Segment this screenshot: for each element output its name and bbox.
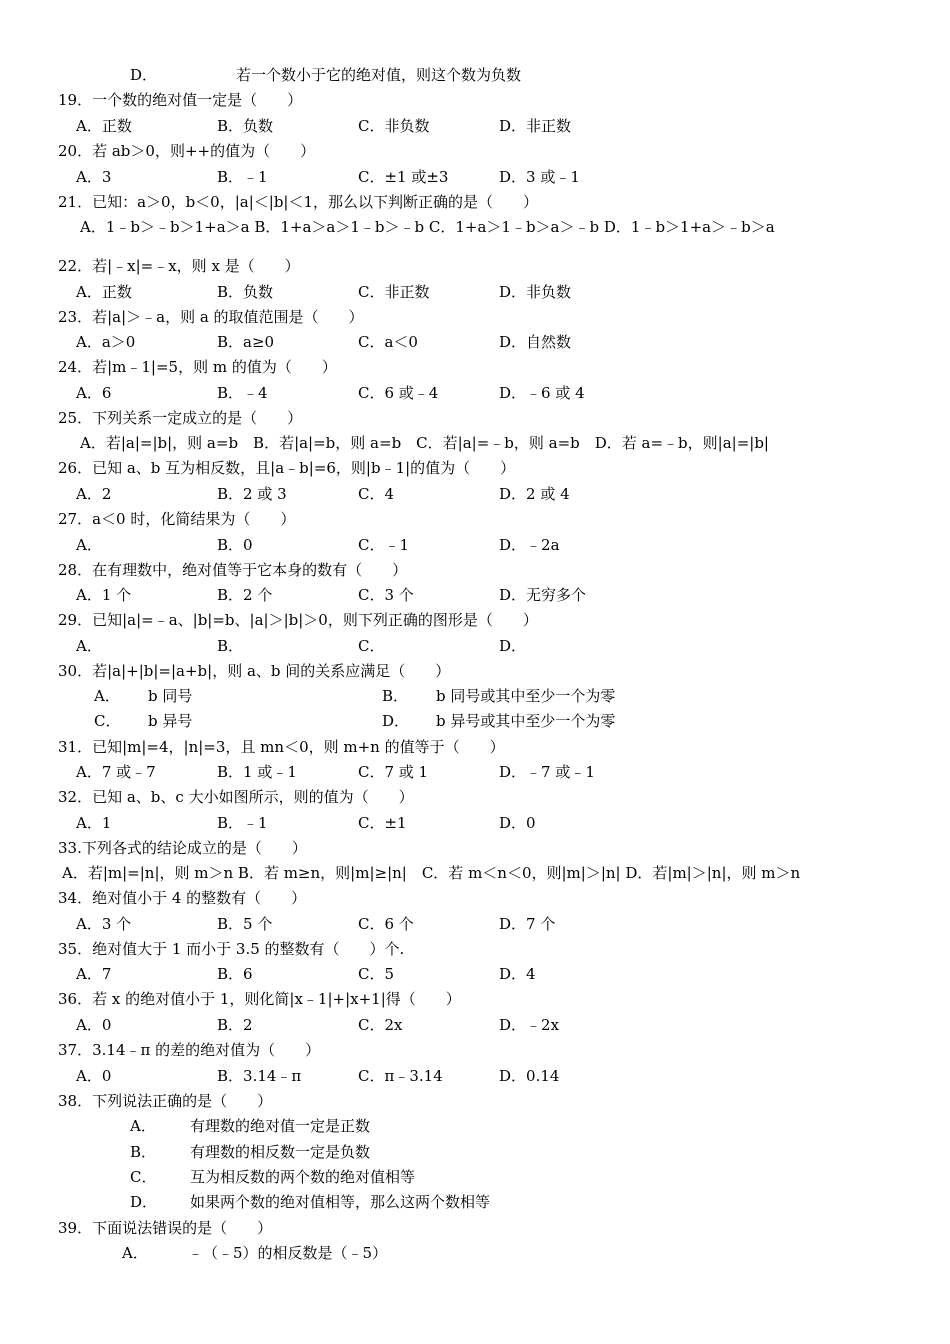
option-letter: D． bbox=[382, 712, 410, 730]
question-text: 39．下面说法错误的是（ ） bbox=[58, 1219, 273, 1237]
question-text: 27．a＜0 时，化简结果为（ ） bbox=[58, 510, 296, 528]
answer-option: A．3 个 bbox=[76, 915, 132, 933]
option-letter: B． bbox=[130, 1143, 157, 1161]
question-text: 34．绝对值小于 4 的整数有（ ） bbox=[58, 889, 307, 907]
option-letter: C． bbox=[130, 1168, 157, 1186]
option-text: b 异号或其中至少一个为零 bbox=[436, 712, 616, 730]
text-segment: A． bbox=[122, 1244, 148, 1262]
answer-option: C．非正数 bbox=[358, 283, 430, 301]
question-text: 32．已知 a、b、c 大小如图所示，则的值为（ ） bbox=[58, 788, 414, 806]
question-text: 29．已知|a|=﹣a、|b|=b、|a|＞|b|＞0，则下列正确的图形是（ ） bbox=[58, 611, 538, 629]
question-text: 22．若|﹣x|=﹣x，则 x 是（ ） bbox=[58, 257, 300, 275]
option-text: 如果两个数的绝对值相等，那么这两个数相等 bbox=[190, 1193, 491, 1211]
answer-option: B．1 或﹣1 bbox=[217, 763, 297, 781]
answer-option: A．7 或﹣7 bbox=[76, 763, 156, 781]
answer-option: D．非负数 bbox=[499, 283, 572, 301]
answer-option: A． bbox=[76, 536, 102, 554]
text-segment: 若一个数小于它的绝对值，则这个数为负数 bbox=[236, 66, 522, 84]
answer-option: A．1 bbox=[76, 814, 112, 832]
answer-option: A．6 bbox=[76, 384, 112, 402]
question-text: 31．已知|m|=4，|n|=3，且 mn＜0，则 m+n 的值等于（ ） bbox=[58, 738, 505, 756]
question-text: 19．一个数的绝对值一定是（ ） bbox=[58, 91, 303, 109]
answer-option: D．0.14 bbox=[499, 1067, 560, 1085]
answer-option: C．6 个 bbox=[358, 915, 414, 933]
answer-option: B．5 个 bbox=[217, 915, 273, 933]
answer-option: D． bbox=[499, 637, 527, 655]
answer-option: B．负数 bbox=[217, 117, 274, 135]
answer-option: D．﹣2x bbox=[499, 1016, 560, 1034]
answer-option: D．﹣2a bbox=[499, 536, 560, 554]
answer-option: C． bbox=[358, 637, 385, 655]
option-letter: D． bbox=[130, 1193, 158, 1211]
answer-option: A．2 bbox=[76, 485, 112, 503]
answer-option: D．﹣7 或﹣1 bbox=[499, 763, 595, 781]
answer-option: C．﹣1 bbox=[358, 536, 410, 554]
answer-option: C．7 或 1 bbox=[358, 763, 429, 781]
answer-option: A．7 bbox=[76, 965, 112, 983]
question-text: 30．若|a|+|b|=|a+b|，则 a、b 间的关系应满足（ ） bbox=[58, 662, 451, 680]
answer-option: B．负数 bbox=[217, 283, 274, 301]
answer-option: C．非负数 bbox=[358, 117, 430, 135]
answer-option: B．a≥0 bbox=[217, 333, 275, 351]
answer-option: D．自然数 bbox=[499, 333, 572, 351]
answer-option: C．±1 bbox=[358, 814, 407, 832]
answer-option: C．π﹣3.14 bbox=[358, 1067, 443, 1085]
answer-option: B．﹣1 bbox=[217, 168, 268, 186]
question-text: 25．下列关系一定成立的是（ ） bbox=[58, 409, 303, 427]
answer-option: D．﹣6 或 4 bbox=[499, 384, 585, 402]
option-letter: A． bbox=[130, 1117, 156, 1135]
answer-option: D．7 个 bbox=[499, 915, 556, 933]
option-letter: B． bbox=[382, 687, 409, 705]
answer-option: C．2x bbox=[358, 1016, 403, 1034]
answer-option: D．4 bbox=[499, 965, 536, 983]
answer-option: B． bbox=[217, 637, 244, 655]
option-letter: A． bbox=[94, 687, 120, 705]
answer-option: B．0 bbox=[217, 536, 253, 554]
question-text: 37．3.14﹣π 的差的绝对值为（ ） bbox=[58, 1041, 321, 1059]
question-text: 33.下列各式的结论成立的是（ ） bbox=[58, 839, 307, 857]
option-text: b 异号 bbox=[148, 712, 193, 730]
option-text: 互为相反数的两个数的绝对值相等 bbox=[190, 1168, 416, 1186]
answer-option: C．3 个 bbox=[358, 586, 414, 604]
text-segment: A．若|a|=|b|，则 a=b B．若|a|=b，则 a=b C．若|a|=﹣b，则 a=b D．若 a=﹣b，则|a|=|b| bbox=[80, 434, 769, 452]
question-text: 35．绝对值大于 1 而小于 3.5 的整数有（ ）个. bbox=[58, 940, 405, 958]
question-text: 36．若 x 的绝对值小于 1，则化简|x﹣1|+|x+1|得（ ） bbox=[58, 990, 461, 1008]
answer-option: B．6 bbox=[217, 965, 253, 983]
answer-option: A．正数 bbox=[76, 117, 132, 135]
answer-option: D．2 或 4 bbox=[499, 485, 570, 503]
answer-option: B．2 或 3 bbox=[217, 485, 287, 503]
answer-option: A．1 个 bbox=[76, 586, 132, 604]
question-text: 28．在有理数中，绝对值等于它本身的数有（ ） bbox=[58, 561, 408, 579]
answer-option: D．非正数 bbox=[499, 117, 572, 135]
answer-option: A． bbox=[76, 637, 102, 655]
option-text: b 同号 bbox=[148, 687, 193, 705]
text-segment: A．1﹣b＞﹣b＞1+a＞a B．1+a＞a＞1﹣b＞﹣b C．1+a＞1﹣b＞a＞﹣b D．1﹣b＞1+a＞﹣b＞a bbox=[80, 218, 775, 236]
question-text: 38．下列说法正确的是（ ） bbox=[58, 1092, 273, 1110]
text-segment: ﹣（﹣5）的相反数是（﹣5） bbox=[188, 1244, 388, 1262]
option-text: 有理数的相反数一定是负数 bbox=[190, 1143, 371, 1161]
question-text: 20．若 ab＞0，则++的值为（ ） bbox=[58, 142, 316, 160]
answer-option: A．a＞0 bbox=[76, 333, 136, 351]
answer-option: C．5 bbox=[358, 965, 395, 983]
option-letter: C． bbox=[94, 712, 121, 730]
answer-option: A．正数 bbox=[76, 283, 132, 301]
question-text: 24．若|m﹣1|=5，则 m 的值为（ ） bbox=[58, 358, 337, 376]
answer-option: D．3 或﹣1 bbox=[499, 168, 580, 186]
answer-option: D．0 bbox=[499, 814, 536, 832]
answer-option: B．3.14﹣π bbox=[217, 1067, 302, 1085]
question-text: 26．已知 a、b 互为相反数，且|a﹣b|=6，则|b﹣1|的值为（ ） bbox=[58, 459, 516, 477]
answer-option: C．4 bbox=[358, 485, 395, 503]
question-text: 21．已知：a＞0，b＜0，|a|＜|b|＜1，那么以下判断正确的是（ ） bbox=[58, 193, 539, 211]
text-segment: D． bbox=[130, 66, 158, 84]
answer-option: C．±1 或±3 bbox=[358, 168, 449, 186]
answer-option: B．2 个 bbox=[217, 586, 273, 604]
answer-option: B．2 bbox=[217, 1016, 253, 1034]
answer-option: D．无穷多个 bbox=[499, 586, 587, 604]
answer-option: A．0 bbox=[76, 1016, 112, 1034]
answer-option: A．3 bbox=[76, 168, 112, 186]
answer-option: C．a＜0 bbox=[358, 333, 418, 351]
option-text: b 同号或其中至少一个为零 bbox=[436, 687, 616, 705]
answer-option: A．0 bbox=[76, 1067, 112, 1085]
option-text: 有理数的绝对值一定是正数 bbox=[190, 1117, 371, 1135]
answer-option: C．6 或﹣4 bbox=[358, 384, 439, 402]
answer-option: B．﹣1 bbox=[217, 814, 268, 832]
question-text: 23．若|a|＞﹣a，则 a 的取值范围是（ ） bbox=[58, 308, 364, 326]
text-segment: A．若|m|=|n|，则 m＞n B．若 m≥n，则|m|≥|n| C．若 m＜n＜0，则|m|＞|n| D．若|m|＞|n|，则 m＞n bbox=[62, 864, 801, 882]
answer-option: B．﹣4 bbox=[217, 384, 268, 402]
